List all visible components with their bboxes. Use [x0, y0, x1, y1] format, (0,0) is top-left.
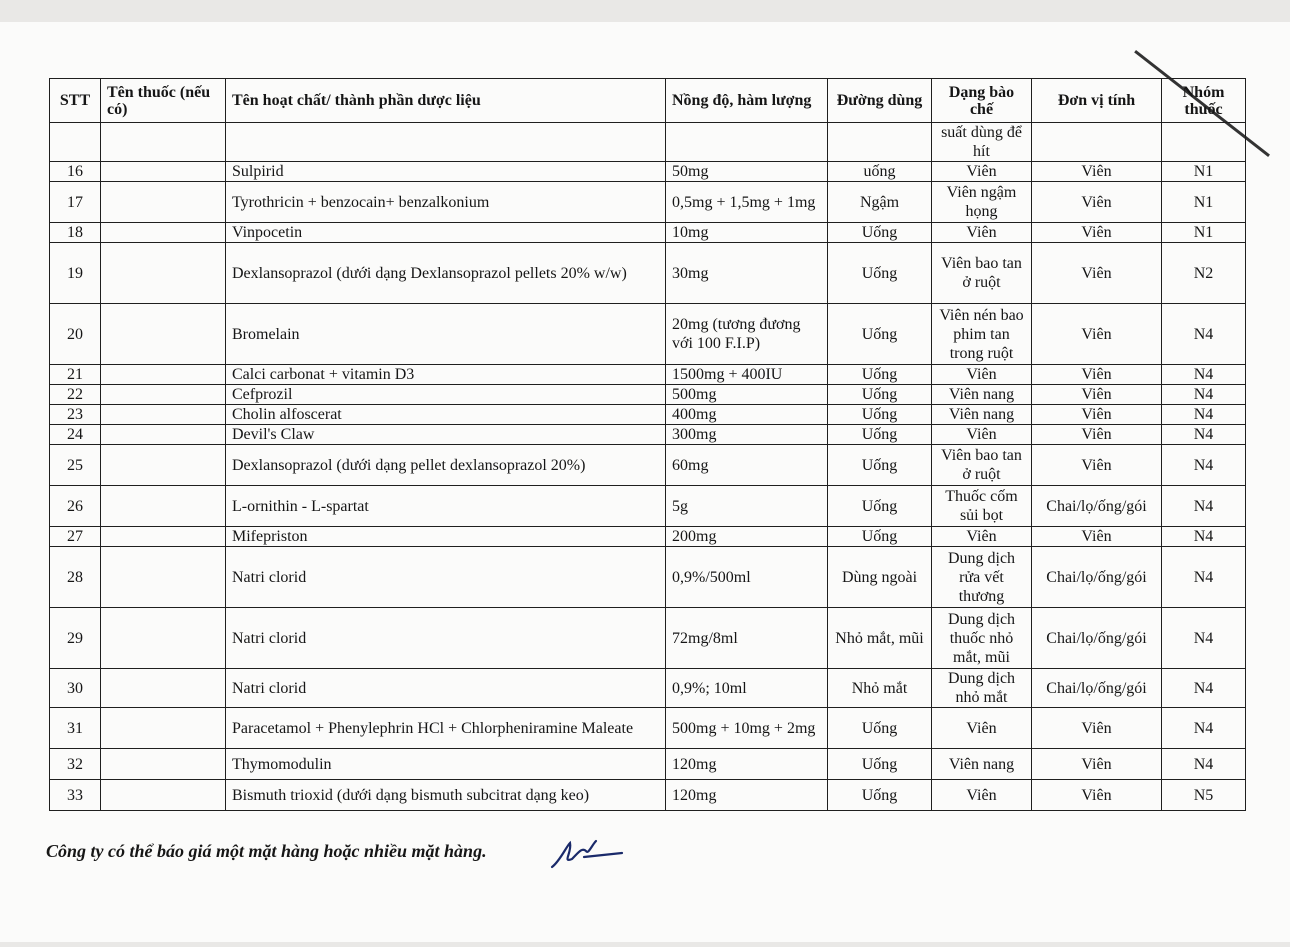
row-nhom: N4: [1162, 304, 1246, 365]
row-nong-do: 300mg: [666, 425, 828, 445]
row-don-vi: Viên: [1032, 365, 1162, 385]
continuation-dang-bao-che: suất dùng để hít: [932, 123, 1032, 162]
row-stt: 24: [50, 425, 101, 445]
row-don-vi: Viên: [1032, 243, 1162, 304]
row-dang-bao-che: Viên nang: [932, 405, 1032, 425]
row-ten-thuoc: [101, 445, 226, 486]
row-stt: 23: [50, 405, 101, 425]
row-dang-bao-che: Viên: [932, 780, 1032, 811]
row-ten-thuoc: [101, 405, 226, 425]
row-duong-dung: Nhỏ mắt: [828, 669, 932, 708]
row-duong-dung: uống: [828, 162, 932, 182]
row-hoat-chat: Bromelain: [226, 304, 666, 365]
row-ten-thuoc: [101, 708, 226, 749]
row-dang-bao-che: Viên bao tan ở ruột: [932, 445, 1032, 486]
row-hoat-chat: Cefprozil: [226, 385, 666, 405]
row-nong-do: 0,9%/500ml: [666, 547, 828, 608]
row-nong-do: 72mg/8ml: [666, 608, 828, 669]
row-hoat-chat: L-ornithin - L-spartat: [226, 486, 666, 527]
header-nong-do: Nồng độ, hàm lượng: [666, 79, 828, 123]
header-dang-bao-che: Dạng bào chế: [932, 79, 1032, 123]
row-stt: 33: [50, 780, 101, 811]
row-stt: 26: [50, 486, 101, 527]
row-duong-dung: Uống: [828, 445, 932, 486]
row-dang-bao-che: Viên: [932, 223, 1032, 243]
row-hoat-chat: Mifepriston: [226, 527, 666, 547]
row-duong-dung: Dùng ngoài: [828, 547, 932, 608]
row-nong-do: 500mg + 10mg + 2mg: [666, 708, 828, 749]
table-row: [50, 162, 1246, 182]
row-nhom: N1: [1162, 223, 1246, 243]
header-duong-dung: Đường dùng: [828, 79, 932, 123]
row-nhom: N4: [1162, 486, 1246, 527]
row-nhom: N4: [1162, 527, 1246, 547]
header-hoat-chat: Tên hoạt chất/ thành phần dược liệu: [226, 79, 666, 123]
row-duong-dung: Ngậm: [828, 182, 932, 223]
row-dang-bao-che: Viên: [932, 365, 1032, 385]
row-duong-dung: Uống: [828, 365, 932, 385]
row-dang-bao-che: Viên nang: [932, 385, 1032, 405]
row-nong-do: 50mg: [666, 162, 828, 182]
row-ten-thuoc: [101, 669, 226, 708]
table-row: [50, 708, 1246, 749]
row-ten-thuoc: [101, 527, 226, 547]
footer-note: Công ty có thể báo giá một mặt hàng hoặc nhiều mặt hàng.: [46, 841, 487, 861]
row-hoat-chat: Tyrothricin + benzocain+ benzalkonium: [226, 182, 666, 223]
header-nhom: Nhóm thuốc: [1162, 79, 1246, 123]
row-nhom: N4: [1162, 749, 1246, 780]
table-row: [50, 425, 1246, 445]
row-duong-dung: Uống: [828, 780, 932, 811]
header-ten-thuoc: Tên thuốc (nếu có): [101, 79, 226, 123]
signature-mark: [548, 833, 628, 873]
row-dang-bao-che: Viên: [932, 527, 1032, 547]
row-don-vi: Viên: [1032, 708, 1162, 749]
row-stt: 28: [50, 547, 101, 608]
row-stt: 22: [50, 385, 101, 405]
row-nhom: N4: [1162, 608, 1246, 669]
row-stt: 21: [50, 365, 101, 385]
row-don-vi: Chai/lọ/ống/gói: [1032, 669, 1162, 708]
row-don-vi: Viên: [1032, 749, 1162, 780]
row-don-vi: Viên: [1032, 780, 1162, 811]
row-duong-dung: Uống: [828, 223, 932, 243]
header-stt: STT: [50, 79, 101, 123]
row-hoat-chat: Devil's Claw: [226, 425, 666, 445]
row-ten-thuoc: [101, 162, 226, 182]
row-duong-dung: Uống: [828, 749, 932, 780]
row-stt: 20: [50, 304, 101, 365]
row-duong-dung: Uống: [828, 425, 932, 445]
row-ten-thuoc: [101, 749, 226, 780]
table-row: [50, 385, 1246, 405]
row-hoat-chat: Cholin alfoscerat: [226, 405, 666, 425]
row-nong-do: 30mg: [666, 243, 828, 304]
row-hoat-chat: Paracetamol + Phenylephrin HCl + Chlorpheniramine Maleate: [226, 708, 666, 749]
table-row: [50, 749, 1246, 780]
header-don-vi: Đơn vị tính: [1032, 79, 1162, 123]
row-dang-bao-che: Viên: [932, 425, 1032, 445]
row-stt: 18: [50, 223, 101, 243]
row-stt: 16: [50, 162, 101, 182]
row-duong-dung: Uống: [828, 243, 932, 304]
row-hoat-chat: Dexlansoprazol (dưới dạng pellet dexlansoprazol 20%): [226, 445, 666, 486]
row-don-vi: Chai/lọ/ống/gói: [1032, 486, 1162, 527]
row-hoat-chat: Natri clorid: [226, 547, 666, 608]
header-row: [50, 79, 1246, 123]
table-row: [50, 243, 1246, 304]
row-nong-do: 120mg: [666, 780, 828, 811]
row-dang-bao-che: Viên ngậm họng: [932, 182, 1032, 223]
row-duong-dung: Uống: [828, 527, 932, 547]
row-nhom: N4: [1162, 708, 1246, 749]
row-ten-thuoc: [101, 608, 226, 669]
continuation-row: [50, 123, 1246, 162]
row-nhom: N4: [1162, 425, 1246, 445]
row-nong-do: 60mg: [666, 445, 828, 486]
row-dang-bao-che: Dung dịch nhỏ mắt: [932, 669, 1032, 708]
row-nong-do: 200mg: [666, 527, 828, 547]
row-hoat-chat: Natri clorid: [226, 608, 666, 669]
row-duong-dung: Uống: [828, 405, 932, 425]
row-dang-bao-che: Viên nén bao phim tan trong ruột: [932, 304, 1032, 365]
row-nong-do: 400mg: [666, 405, 828, 425]
row-stt: 32: [50, 749, 101, 780]
row-ten-thuoc: [101, 304, 226, 365]
row-stt: 29: [50, 608, 101, 669]
row-stt: 31: [50, 708, 101, 749]
row-nong-do: 20mg (tương đương với 100 F.I.P): [666, 304, 828, 365]
row-nong-do: 10mg: [666, 223, 828, 243]
row-hoat-chat: Calci carbonat + vitamin D3: [226, 365, 666, 385]
row-nhom: N2: [1162, 243, 1246, 304]
row-dang-bao-che: Dung dịch rửa vết thương: [932, 547, 1032, 608]
table-row: [50, 669, 1246, 708]
row-ten-thuoc: [101, 547, 226, 608]
row-ten-thuoc: [101, 425, 226, 445]
row-stt: 25: [50, 445, 101, 486]
table-row: [50, 608, 1246, 669]
row-dang-bao-che: Viên nang: [932, 749, 1032, 780]
row-stt: 17: [50, 182, 101, 223]
row-hoat-chat: Bismuth trioxid (dưới dạng bismuth subcitrat dạng keo): [226, 780, 666, 811]
table-row: [50, 223, 1246, 243]
row-ten-thuoc: [101, 243, 226, 304]
row-hoat-chat: Dexlansoprazol (dưới dạng Dexlansoprazol pellets 20% w/w): [226, 243, 666, 304]
row-don-vi: Chai/lọ/ống/gói: [1032, 608, 1162, 669]
row-nhom: N4: [1162, 547, 1246, 608]
row-stt: 19: [50, 243, 101, 304]
row-nong-do: 1500mg + 400IU: [666, 365, 828, 385]
row-don-vi: Viên: [1032, 162, 1162, 182]
table-row: [50, 445, 1246, 486]
row-dang-bao-che: Dung dịch thuốc nhỏ mắt, mũi: [932, 608, 1032, 669]
row-don-vi: Viên: [1032, 527, 1162, 547]
row-don-vi: Viên: [1032, 425, 1162, 445]
row-ten-thuoc: [101, 223, 226, 243]
row-ten-thuoc: [101, 365, 226, 385]
row-don-vi: Viên: [1032, 182, 1162, 223]
row-don-vi: Viên: [1032, 445, 1162, 486]
row-nhom: N4: [1162, 669, 1246, 708]
row-ten-thuoc: [101, 780, 226, 811]
table-row: [50, 486, 1246, 527]
row-hoat-chat: Natri clorid: [226, 669, 666, 708]
row-hoat-chat: Sulpirid: [226, 162, 666, 182]
drug-table: [49, 78, 1246, 811]
row-stt: 27: [50, 527, 101, 547]
row-dang-bao-che: Thuốc cốm sủi bọt: [932, 486, 1032, 527]
row-nhom: N1: [1162, 182, 1246, 223]
row-ten-thuoc: [101, 182, 226, 223]
row-duong-dung: Uống: [828, 708, 932, 749]
row-duong-dung: Nhỏ mắt, mũi: [828, 608, 932, 669]
row-duong-dung: Uống: [828, 486, 932, 527]
row-duong-dung: Uống: [828, 304, 932, 365]
table-row: [50, 527, 1246, 547]
row-nong-do: 120mg: [666, 749, 828, 780]
row-dang-bao-che: Viên: [932, 708, 1032, 749]
row-ten-thuoc: [101, 486, 226, 527]
table-row: [50, 547, 1246, 608]
row-dang-bao-che: Viên: [932, 162, 1032, 182]
row-nhom: N4: [1162, 365, 1246, 385]
row-nhom: N4: [1162, 445, 1246, 486]
table-row: [50, 182, 1246, 223]
row-don-vi: Viên: [1032, 304, 1162, 365]
table-row: [50, 304, 1246, 365]
row-nhom: N5: [1162, 780, 1246, 811]
row-nhom: N4: [1162, 385, 1246, 405]
row-don-vi: Viên: [1032, 223, 1162, 243]
table-row: [50, 405, 1246, 425]
row-nong-do: 0,9%; 10ml: [666, 669, 828, 708]
row-nong-do: 500mg: [666, 385, 828, 405]
row-don-vi: Chai/lọ/ống/gói: [1032, 547, 1162, 608]
table-row: [50, 780, 1246, 811]
row-dang-bao-che: Viên bao tan ở ruột: [932, 243, 1032, 304]
row-nong-do: 0,5mg + 1,5mg + 1mg: [666, 182, 828, 223]
row-hoat-chat: Vinpocetin: [226, 223, 666, 243]
row-hoat-chat: Thymomodulin: [226, 749, 666, 780]
table-row: [50, 365, 1246, 385]
row-don-vi: Viên: [1032, 405, 1162, 425]
row-ten-thuoc: [101, 385, 226, 405]
row-nong-do: 5g: [666, 486, 828, 527]
row-nhom: N1: [1162, 162, 1246, 182]
row-duong-dung: Uống: [828, 385, 932, 405]
row-don-vi: Viên: [1032, 385, 1162, 405]
row-stt: 30: [50, 669, 101, 708]
row-nhom: N4: [1162, 405, 1246, 425]
